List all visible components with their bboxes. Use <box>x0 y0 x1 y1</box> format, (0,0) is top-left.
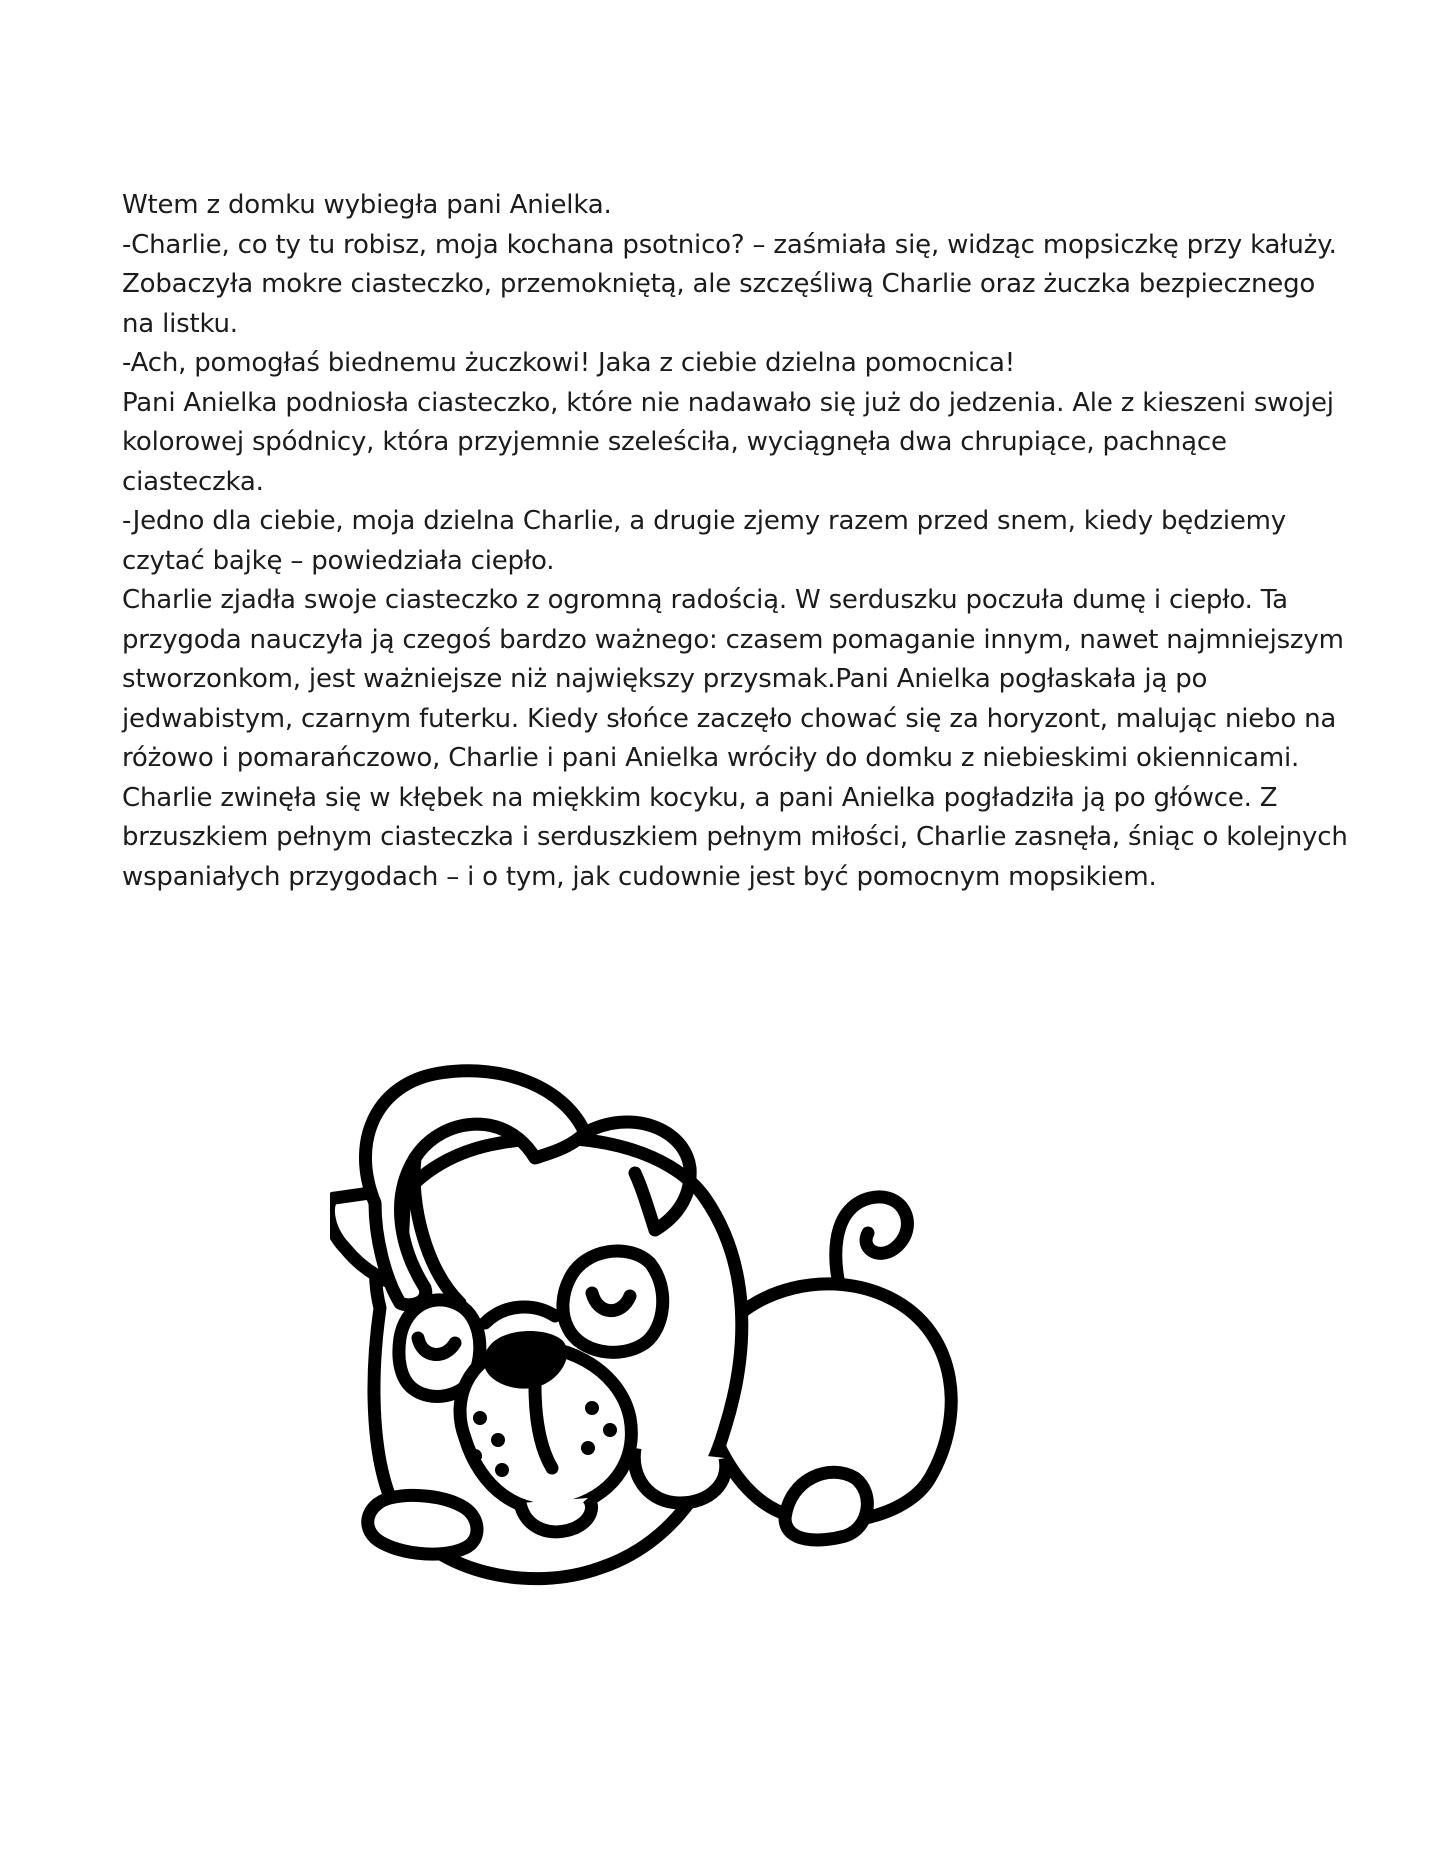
pug-whisker-dot <box>585 1401 599 1415</box>
story-text <box>122 186 1352 897</box>
sleeping-pug-illustration <box>330 1048 1070 1688</box>
story-paragraph: Wtem z domku wybiegła pani Anielka. <box>122 190 612 220</box>
pug-front-left-paw <box>368 1495 477 1554</box>
story-paragraph: Charlie zjadła swoje ciasteczko z ogromną radością. W serduszku poczuła dumę i ciepło. Ta przygoda nauczyła ją czegoś bardzo ważnego: czasem pomaganie innym, nawet najmniejszym stworzonkom, jest ważniejsze niż największy przysmak.Pani Anielka pogłaskała ją po jedwabistym, czarnym futerku. Kiedy słońce zaczęło chować się za horyzont, malując niebo na różowo i pomarańczowo, Charlie i pani Anielka wróciły do domku z niebieskimi okiennicami. Charlie zwinęła się w kłębek na miękkim kocyku, a pani Anielka pogładziła ją po główce. Z brzuszkiem pełnym ciasteczka i serduszkiem pełnym miłości, Charlie zasnęła, śniąc o kolejnych wspaniałych przygodach – i o tym, jak cudownie jest być pomocnym mopsikiem. <box>122 585 1348 892</box>
pug-whisker-dot <box>603 1423 617 1437</box>
pug-whisker-dot <box>495 1463 509 1477</box>
pug-whisker-dot <box>491 1433 505 1447</box>
pug-back-paw <box>785 1472 867 1540</box>
pug-chin <box>520 1498 592 1532</box>
pug-whisker-dot <box>468 1449 482 1463</box>
story-paragraph: -Jedno dla ciebie, moja dzielna Charlie, a drugie zjemy razem przed snem, kiedy będziemy czytać bajkę – powiedziała ciepło. <box>122 506 1286 576</box>
story-paragraph: -Ach, pomogłaś biednemu żuczkowi! Jaka z ciebie dzielna pomocnica! <box>122 348 1015 378</box>
story-paragraph: Pani Anielka podniosła ciasteczko, które nie nadawało się już do jedzenia. Ale z kieszeni swojej kolorowej spódnicy, która przyjemnie szeleściła, wyciągnęła dwa chrupiące, pachnące ciasteczka. <box>122 387 1334 497</box>
pug-whisker-dot <box>581 1441 595 1455</box>
pug-whisker-dot <box>473 1411 487 1425</box>
sleeping-pug-icon <box>330 1048 1070 1688</box>
pug-right-eye-patch <box>563 1251 663 1352</box>
story-paragraph: -Charlie, co ty tu robisz, moja kochana psotnico? – zaśmiała się, widząc mopsiczkę przy kałuży. Zobaczyła mokre ciasteczko, przemokniętą, ale szczęśliwą Charlie oraz żuczka bezpiecznego na listku. <box>122 229 1337 339</box>
